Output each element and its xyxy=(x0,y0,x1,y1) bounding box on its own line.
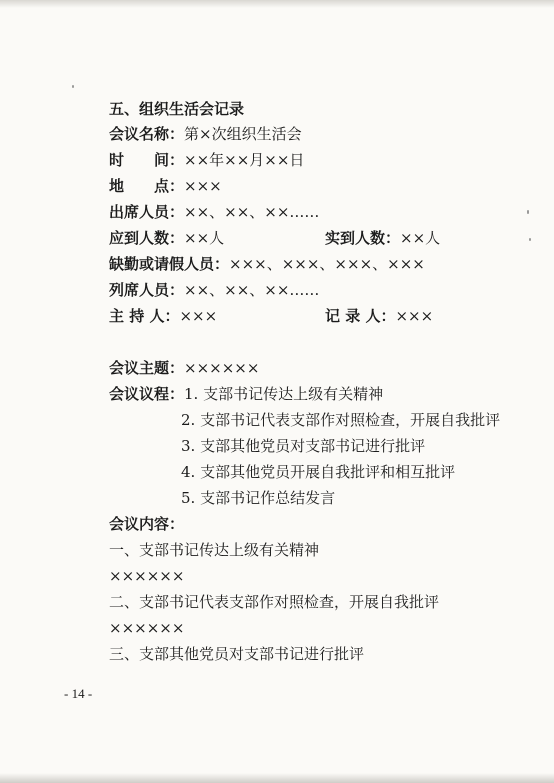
scan-shadow-bottom xyxy=(0,773,554,783)
agenda-item: 5. 支部书记作总结发言 xyxy=(181,489,336,507)
page-number: - 14 - xyxy=(64,686,93,701)
topic-label: 会议主题： xyxy=(109,359,185,377)
topic-value: ×××××× xyxy=(184,359,260,377)
time-label: 时 间： xyxy=(109,151,185,169)
topic-row xyxy=(109,358,259,378)
scan-speck xyxy=(527,210,529,214)
scan-speck xyxy=(529,238,531,241)
expected-value: ××人 xyxy=(184,229,225,247)
content-section-heading: 二、支部书记代表支部作对照检查，开展自我批评 xyxy=(109,593,440,611)
content-section-body: ×××××× xyxy=(109,567,185,585)
agenda-item: 4. 支部其他党员开展自我批评和相互批评 xyxy=(181,463,456,481)
actual-value: ××人 xyxy=(400,229,441,247)
actual-row xyxy=(325,228,440,248)
agenda-item: 1. 支部书记传达上级有关精神 xyxy=(184,385,384,403)
time-row xyxy=(109,150,304,170)
section-title: 五、组织生活会记录 xyxy=(109,100,245,118)
attendees-label: 出席人员： xyxy=(109,203,185,221)
meeting-name-value: 第×次组织生活会 xyxy=(184,125,302,143)
observers-label: 列席人员： xyxy=(109,281,185,299)
meeting-name-label: 会议名称： xyxy=(109,125,185,143)
host-label: 主 持 人： xyxy=(109,307,180,325)
observers-row xyxy=(109,280,319,300)
expected-label: 应到人数： xyxy=(109,229,185,247)
meeting-name-row xyxy=(109,124,302,144)
recorder-value: ××× xyxy=(395,307,434,325)
content-section-heading: 一、支部书记传达上级有关精神 xyxy=(109,541,320,559)
attendees-row xyxy=(109,202,319,222)
content-section-body: ×××××× xyxy=(109,619,185,637)
scan-speck xyxy=(72,85,74,88)
content-section-heading: 三、支部其他党员对支部书记进行批评 xyxy=(109,645,365,663)
agenda-row xyxy=(109,384,383,404)
content-label: 会议内容： xyxy=(109,515,185,533)
agenda-item: 2. 支部书记代表支部作对照检查，开展自我批评 xyxy=(181,411,501,429)
absent-label: 缺勤或请假人员： xyxy=(109,255,230,273)
location-row xyxy=(109,176,222,196)
host-value: ××× xyxy=(179,307,218,325)
observers-value: ××、××、××…… xyxy=(184,281,320,299)
location-label: 地 点： xyxy=(109,177,185,195)
recorder-row xyxy=(325,306,433,326)
time-value: ××年××月××日 xyxy=(184,151,305,169)
recorder-label: 记 录 人： xyxy=(325,307,396,325)
attendees-value: ××、××、××…… xyxy=(184,203,320,221)
absent-row xyxy=(109,254,425,274)
scan-shadow-top xyxy=(0,0,554,8)
expected-row xyxy=(109,228,224,248)
host-row xyxy=(109,306,217,326)
absent-value: ×××、×××、×××、××× xyxy=(229,255,425,273)
location-value: ××× xyxy=(184,177,222,195)
actual-label: 实到人数： xyxy=(325,229,401,247)
agenda-item: 3. 支部其他党员对支部书记进行批评 xyxy=(181,437,426,455)
agenda-label: 会议议程： xyxy=(109,385,185,403)
